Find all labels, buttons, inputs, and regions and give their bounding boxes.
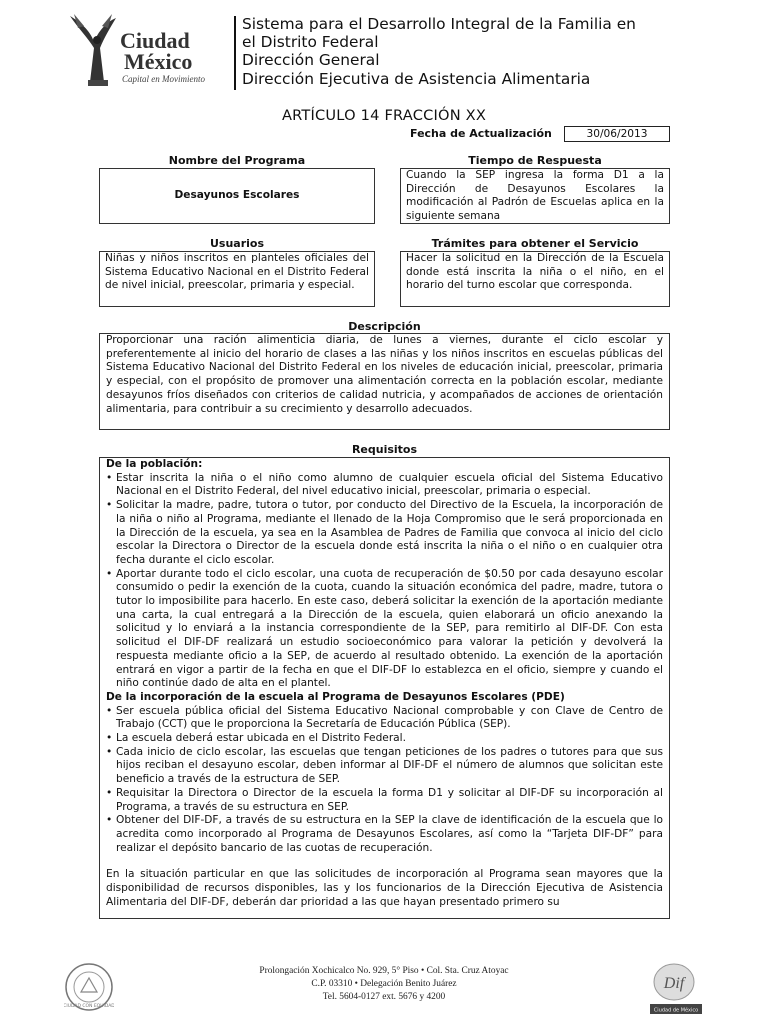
- article-title: ARTÍCULO 14 FRACCIÓN XX: [281, 107, 487, 124]
- fecha-label: Fecha de Actualización: [410, 127, 552, 140]
- poblacion-list: [106, 472, 663, 691]
- footer-line-1: Prolongación Xochicalco No. 929, 5° Piso • Col. Sta. Cruz Atoyac: [259, 966, 509, 976]
- descripcion-box: [99, 333, 670, 430]
- usuarios-box: [99, 251, 375, 307]
- descripcion-title: Descripción: [348, 320, 421, 333]
- list-item: • Solicitar la madre, padre, tutora o tutor, por conducto del Directivo de la Escuela, la incorporación de la niña o niño al Programa, mediante el llenado de la Hoja Compromiso que le será proporcionada en la Dirección de la escuela, ya sea en la Asamblea de Padres de Familia que convoca al inicio del ciclo escolar la Directora o Director de la escuela donde está inscrita la niña o el niño o en cualquier otra fecha durante el ciclo escolar.: [106, 499, 663, 568]
- dif-logo-icon: [648, 960, 704, 1016]
- seal-text: CIUDAD CON EQUIDAD: [64, 1004, 114, 1009]
- poblacion-heading: De la población:: [106, 458, 203, 470]
- usuarios-title: Usuarios: [209, 237, 265, 250]
- requisitos-box: [99, 457, 670, 919]
- programa-title: Nombre del Programa: [168, 154, 306, 167]
- dif-logo: [648, 960, 704, 1016]
- angel-monument-icon: [60, 12, 230, 90]
- tiempo-title: Tiempo de Respuesta: [468, 154, 602, 167]
- logo-motto: Capital en Movimiento: [122, 74, 205, 84]
- list-item: • Estar inscrita la niña o el niño como alumno de cualquier escuela oficial del Sistema Educativo Nacional en el Distrito Federal, del nivel educativo inicial, preescolar, primaria o especial.: [106, 472, 663, 499]
- header-line-3: Dirección General: [242, 51, 380, 70]
- list-item: • Requisitar la Directora o Director de la escuela la forma D1 y solicitar al DIF-DF su incorporación al Programa, a través de su estructura en SEP.: [106, 787, 663, 814]
- list-item: • Ser escuela pública oficial del Sistema Educativo Nacional comprobable y con Clave de Centro de Trabajo (CCT) que le proporciona la Secretaría de Educación Pública (SEP).: [106, 705, 663, 732]
- usuarios-value: Niñas y niños inscritos en planteles oficiales del Sistema Educativo Nacional en el Distrito Federal de nivel inicial, preescolar, primaria y especial.: [105, 252, 369, 292]
- closing-paragraph: En la situación particular en que las solicitudes de incorporación al Programa sean mayores que la disponibilidad de recursos disponibles, las y los funcionarios de la Dirección Ejecutiva de Asistencia Alimentaria del DIF-DF, deberán dar prioridad a las que hayan presentado primero su: [106, 868, 663, 908]
- footer-line-3: Tel. 5604-0127 ext. 5676 y 4200: [322, 992, 446, 1002]
- list-item: • La escuela deberá estar ubicada en el Distrito Federal.: [106, 732, 663, 746]
- list-item: • Obtener del DIF-DF, a través de su estructura en la SEP la clave de identificación de la escuela que lo acredita como incorporado al Programa de Desayunos Escolares, así como la “Tarjeta DIF-DF” para realizar el depósito bancario de las cuotas de recuperación.: [106, 814, 663, 855]
- cdmx-logo: [60, 12, 230, 90]
- tiempo-value: Cuando la SEP ingresa la forma D1 a la Dirección de Desayunos Escolares la modificación al Padrón de Escuelas aplica en la siguiente semana: [406, 169, 664, 223]
- tiempo-box: [400, 168, 670, 224]
- requisitos-title: Requisitos: [351, 443, 418, 456]
- header-line-1: Sistema para el Desarrollo Integral de la Familia en: [242, 15, 636, 33]
- dif-text: Dif: [663, 975, 685, 992]
- list-item: • Aportar durante todo el ciclo escolar, una cuota de recuperación de $0.50 por cada desayuno escolar consumido o pedir la exención de la cuota, cuando la situación económica del padre, madre, tutora o tutor lo imposibilite para hacerlo. En este caso, deberá solicitar la exención de la aportación mediante una carta, la cual entregará a la Dirección de la escuela, quien elaborará un oficio anexando la solicitud y lo enviará a la instancia correspondiente de la SEP, para remitirlo al DIF-DF. Con esta solicitud el DIF-DF realizará un estudio socioeconómico para valorar la petición y devolverá la respuesta mediante oficio a la SEP, de acuerdo al resultado obtenido. La exención de la aportación entrará en vigor a partir de la fecha en que el DIF-DF lo establezca en el oficio, siempre y cuando el niño continúe dado de alta en el plantel.: [106, 568, 663, 691]
- programa-box: [99, 168, 375, 224]
- logo-text-ciudad: Ciudad: [120, 28, 190, 53]
- header-line-2: el Distrito Federal: [242, 33, 379, 52]
- tramites-box: [400, 251, 670, 307]
- header-divider: [234, 16, 236, 90]
- descripcion-value: Proporcionar una ración alimenticia diaria, de lunes a viernes, durante el ciclo escolar y preferentemente al inicio del horario de clases a las niñas y los niños inscritos en escuelas públicas del Sistema Educativo Nacional del Distrito Federal en los niveles de educación inicial, preescolar, primaria y especial, con el propósito de promover una alimentación correcta en la población escolar, mediante desayunos fríos diseñados con criterios de calidad nutricia, y acompañados de acciones de orientación alimentaria, para contribuir a su crecimiento y desarrollo adecuados.: [106, 334, 663, 415]
- tramites-title: Trámites para obtener el Servicio: [431, 237, 639, 250]
- logo-text-mexico: México: [124, 49, 193, 74]
- escuela-list: [106, 705, 663, 856]
- fecha-value: 30/06/2013: [564, 126, 670, 142]
- header-institution: [242, 15, 762, 88]
- escuela-heading: De la incorporación de la escuela al Programa de Desayunos Escolares (PDE): [106, 690, 565, 703]
- dif-subtext: Ciudad de México: [653, 1007, 699, 1014]
- header-line-4: Dirección Ejecutiva de Asistencia Alimentaria: [242, 69, 591, 88]
- programa-value: Desayunos Escolares: [174, 189, 300, 202]
- footer-line-2: C.P. 03310 • Delegación Benito Juárez: [311, 979, 457, 989]
- list-item: • Cada inicio de ciclo escolar, las escuelas que tengan peticiones de los padres o tutores para que sus hijos reciban el desayuno escolar, deben informar al DIF-DF el número de alumnos que solicitan este beneficio a través de la estructura de SEP.: [106, 746, 663, 787]
- tramites-value: Hacer la solicitud en la Dirección de la Escuela donde está inscrita la niña o el niño, en el horario del turno escolar que corresponda.: [406, 252, 664, 292]
